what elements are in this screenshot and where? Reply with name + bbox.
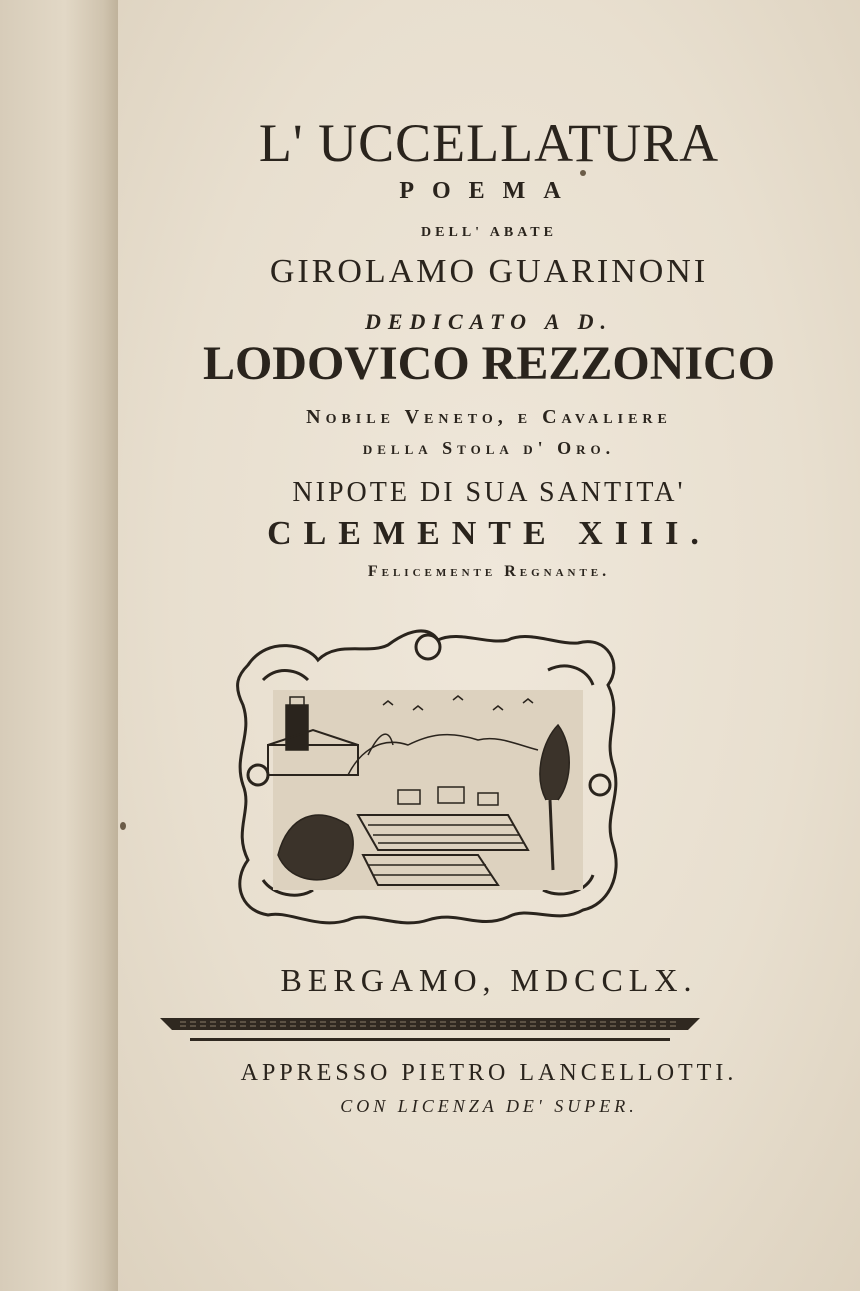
book-title: L' UCCELLATURA [258,113,720,173]
printer-line: APPRESSO PIETRO LANCELLOTTI. [240,1060,738,1086]
pope-epithet: Felicemente Regnante. [367,563,611,580]
dedicatee-title-2: della Stola d' Oro. [362,438,616,458]
engraved-landscape-cartouche-icon [228,625,628,930]
relation-line: NIPOTE DI SUA SANTITA' [292,477,686,508]
dedicatee-title-1: Nobile Veneto, e Cavaliere [306,406,672,428]
author-prefix: DELL' ABATE [421,225,557,240]
author-name: GIROLAMO GUARINONI [269,253,709,290]
license-line: CON LICENZA DE' SUPER. [340,1096,638,1116]
genre-label: POEMA [399,178,579,204]
place-and-date: BERGAMO, MDCCLX. [280,962,698,998]
dedication-label: DEDICATO A D. [364,309,614,334]
dedicatee-name: LODOVICO REZZONICO [202,337,776,390]
pope-name: CLEMENTE XIII. [267,515,711,552]
printers-ornamental-rule-icon [160,1014,700,1044]
book-gutter [0,0,118,1291]
foxing-spot [120,822,126,830]
